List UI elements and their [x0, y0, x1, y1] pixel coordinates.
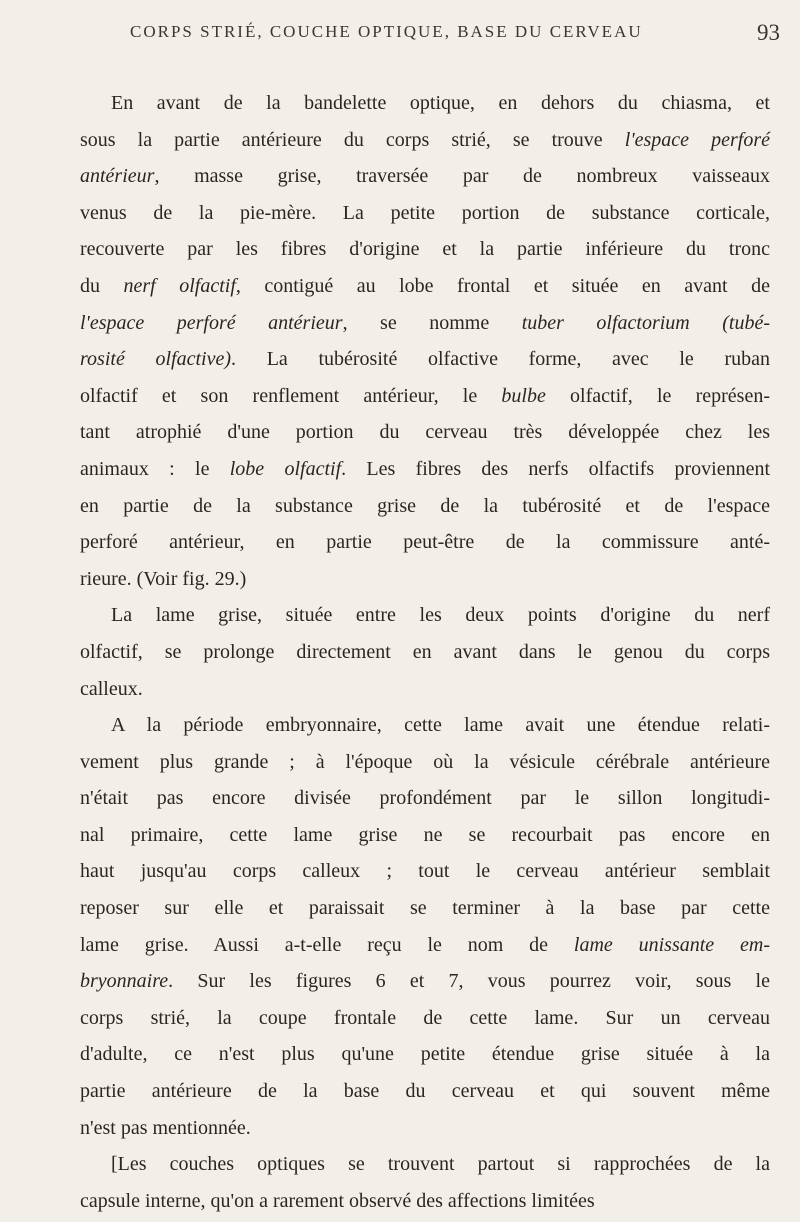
text-line	[80, 231, 770, 268]
italic-term: bryonnaire	[80, 970, 169, 993]
text-line	[80, 451, 770, 488]
text-line	[80, 927, 770, 964]
text-line	[80, 414, 770, 451]
text-run: En avant de la bandelette optique, en dehors du chiasma, et	[111, 92, 770, 114]
text-run: d'adulte, ce n'est plus qu'une petite étendue grise située à la	[80, 1043, 770, 1066]
text-run: venus de la pie-mère. La petite portion de substance corticale,	[80, 201, 770, 224]
text-run: olfactif, le représen-	[545, 384, 770, 407]
running-title: CORPS STRIÉ, COUCHE OPTIQUE, BASE DU CERVEAU	[130, 22, 643, 41]
text-run: reposer sur elle et paraissait se terminer à la base par cette	[80, 897, 770, 920]
text-line	[80, 780, 770, 817]
text-run: [Les couches optiques se trouvent partout si rapprochées de la	[111, 1153, 770, 1176]
page-number: 93	[757, 20, 780, 45]
italic-term: bulbe	[501, 384, 546, 407]
text-line	[80, 963, 770, 1000]
text-line	[80, 597, 770, 634]
text-run: haut jusqu'au corps calleux ; tout le cerveau antérieur semblait	[80, 860, 770, 883]
text-line	[80, 85, 770, 122]
text-line	[80, 122, 770, 159]
text-run: n'était pas encore divisée profondément par le sillon longitudi-	[80, 787, 770, 810]
text-run: La lame grise, située entre les deux points d'origine du nerf	[111, 604, 770, 627]
text-line	[80, 817, 770, 854]
text-run: tant atrophié d'une portion du cerveau très développée chez les	[80, 421, 770, 444]
italic-term: l'espace perforé	[624, 128, 770, 151]
text-run: lame grise. Aussi a-t-elle reçu le nom de	[80, 933, 574, 956]
text-run: animaux : le	[80, 457, 230, 480]
text-line	[80, 1183, 770, 1220]
text-run: olfactif, se prolonge directement en avant dans le genou du corps	[80, 640, 770, 663]
text-run: . Sur les figures 6 et 7, vous pourrez voir, sous le	[168, 970, 770, 993]
text-run: capsule interne, qu'on a rarement observé des affections limitées	[80, 1189, 595, 1212]
italic-term: antérieur	[80, 165, 155, 188]
text-line	[80, 561, 770, 598]
text-line	[80, 524, 770, 561]
text-run: olfactif et son renflement antérieur, le	[80, 384, 502, 407]
text-line	[80, 634, 770, 671]
text-run: perforé antérieur, en partie peut-être de la commissure anté-	[80, 531, 770, 554]
text-line	[80, 305, 770, 342]
text-line	[80, 707, 770, 744]
text-run: sous la partie antérieure du corps strié, se trouve	[80, 128, 625, 151]
text-run: A la période embryonnaire, cette lame avait une étendue relati-	[111, 714, 770, 737]
text-line	[80, 1036, 770, 1073]
text-run: recouverte par les fibres d'origine et la partie inférieure du tronc	[80, 238, 770, 261]
text-line	[80, 195, 770, 232]
text-line	[80, 1110, 770, 1147]
text-run: , se nomme	[342, 311, 522, 334]
text-line	[80, 378, 770, 415]
text-run: en partie de la substance grise de la tubérosité et de l'espace	[80, 494, 770, 517]
running-head	[80, 20, 780, 50]
text-run: . La tubérosité olfactive forme, avec le ruban	[231, 348, 770, 371]
italic-term: lame unissante em-	[573, 933, 770, 956]
text-run: partie antérieure de la base du cerveau et qui souvent même	[80, 1080, 770, 1103]
text-line	[80, 890, 770, 927]
text-run: vement plus grande ; à l'époque où la vésicule cérébrale antérieure	[80, 750, 770, 773]
italic-term: l'espace perforé antérieur	[80, 311, 343, 334]
text-run: n'est pas mentionnée.	[80, 1116, 251, 1139]
text-line	[80, 1000, 770, 1037]
text-line	[80, 1073, 770, 1110]
text-run: . Les fibres des nerfs olfactifs proviennent	[341, 457, 771, 480]
text-run: rieure. (Voir fig. 29.)	[80, 567, 247, 590]
text-run: , masse grise, traversée par de nombreux vaisseaux	[154, 165, 770, 188]
italic-term: lobe olfactif	[229, 457, 342, 480]
text-run: calleux.	[80, 677, 143, 700]
text-line	[80, 853, 770, 890]
text-line	[80, 1146, 770, 1183]
text-line	[80, 671, 770, 708]
text-line	[80, 158, 770, 195]
text-line	[80, 488, 770, 525]
italic-term: nerf olfactif	[123, 274, 236, 297]
text-run: , contigué au lobe frontal et située en avant de	[235, 274, 770, 297]
text-run: nal primaire, cette lame grise ne se recourbait pas encore en	[80, 823, 770, 846]
text-line	[80, 744, 770, 781]
italic-term: rosité olfactive)	[80, 348, 232, 371]
text-line	[80, 341, 770, 378]
italic-term: tuber olfactorium (tubé-	[521, 311, 770, 334]
text-run: corps strié, la coupe frontale de cette lame. Sur un cerveau	[80, 1006, 770, 1029]
text-run: du	[80, 274, 124, 297]
body-text	[80, 85, 770, 1219]
text-line	[80, 268, 770, 305]
